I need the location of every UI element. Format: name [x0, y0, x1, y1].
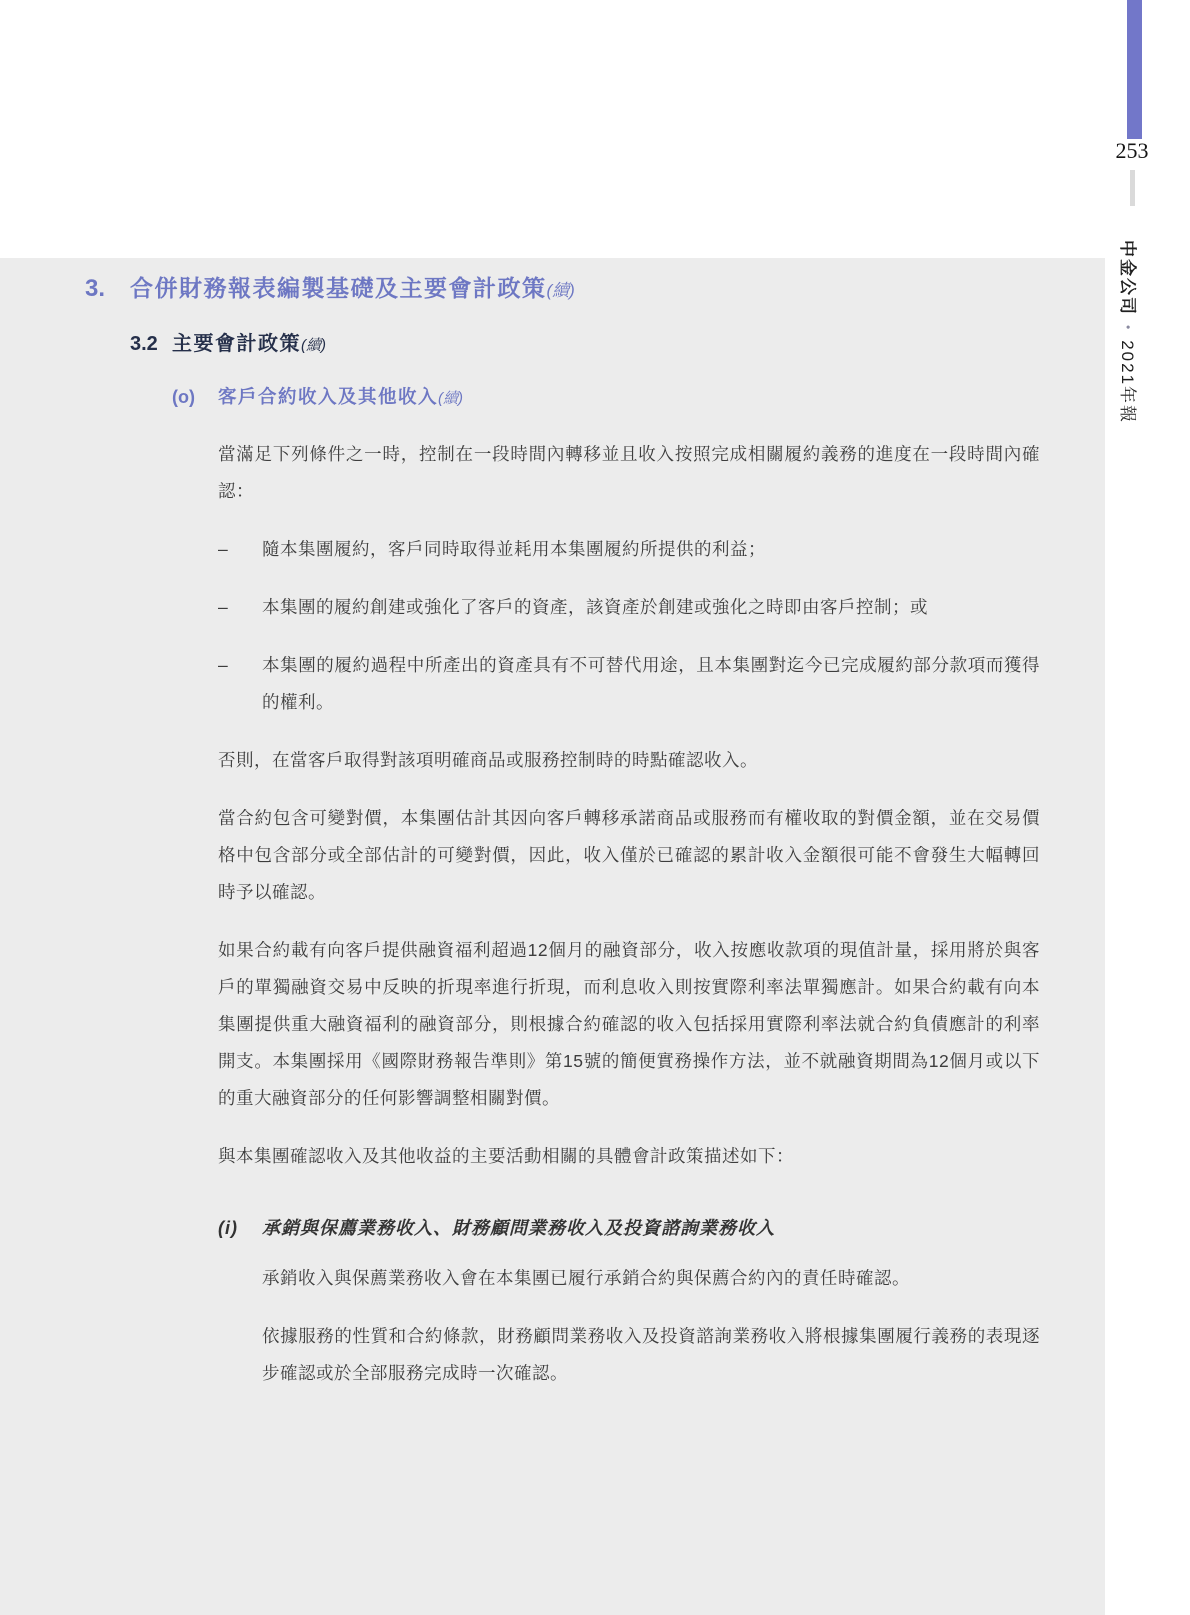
clause-continued-label: (續) [438, 390, 464, 407]
bullet-item [218, 589, 1040, 626]
report-year: 2021年報 [1118, 340, 1137, 425]
section-number: 3. [85, 275, 106, 302]
bullet-text: 本集團的履約過程中所產出的資產具有不可替代用途，且本集團對迄今已完成履約部分款項而獲得的權利。 [262, 655, 1040, 712]
bullet-dash: – [218, 597, 229, 617]
clause-title: 客戶合約收入及其他收入 [218, 386, 439, 407]
paragraph: 否則，在當客戶取得對該項明確商品或服務控制時的時點確認收入。 [218, 750, 758, 770]
clause-body [218, 436, 1040, 1392]
bullet-text: 本集團的履約創建或強化了客戶的資產，該資產於創建或強化之時即由客戶控制；或 [262, 597, 928, 617]
clause-heading [172, 384, 1105, 412]
paragraph: 與本集團確認收入及其他收益的主要活動相關的具體會計政策描述如下： [218, 1146, 794, 1166]
subsection-number: 3.2 [130, 333, 158, 355]
spine-accent-bar [1127, 0, 1142, 139]
bullet-text: 隨本集團履約，客戶同時取得並耗用本集團履約所提供的利益； [262, 539, 766, 559]
subsection-title: 主要會計政策 [172, 333, 301, 355]
section-heading [85, 272, 1105, 308]
content-panel [0, 258, 1105, 1615]
sub-item-title: 承銷與保薦業務收入、財務顧問業務收入及投資諮詢業務收入 [262, 1218, 775, 1238]
sub-item-paragraph: 依據服務的性質和合約條款，財務顧問業務收入及投資諮詢業務收入將根據集團履行義務的表現逐步確認或於全部服務完成時一次確認。 [262, 1326, 1040, 1383]
report-spine-caption [1117, 240, 1142, 424]
sub-item-heading [218, 1210, 1040, 1247]
clause-label: (o) [172, 387, 195, 407]
section-title: 合併財務報表編製基礎及主要會計政策 [130, 275, 547, 301]
sub-item-label: (i) [218, 1218, 238, 1238]
page-number-divider [1130, 170, 1135, 206]
subsection-continued-label: (續) [301, 337, 326, 354]
paragraph-intro: 當滿足下列條件之一時，控制在一段時間內轉移並且收入按照完成相關履約義務的進度在一段時間內確認： [218, 444, 1040, 501]
bullet-item [218, 647, 1040, 721]
bullet-item [218, 531, 1040, 568]
company-name: 中金公司 [1118, 240, 1137, 316]
bullet-dash: – [218, 539, 229, 559]
bullet-dash: – [218, 655, 229, 675]
paragraph: 當合約包含可變對價，本集團估計其因向客戶轉移承諾商品或服務而有權收取的對價金額，並在交易價格中包含部分或全部估計的可變對價，因此，收入僅於已確認的累計收入金額很可能不會發生大幅轉回時予以確認。 [218, 808, 1040, 902]
paragraph: 如果合約載有向客戶提供融資福利超過12個月的融資部分，收入按應收款項的現值計量，採用將於與客戶的單獨融資交易中反映的折現率進行折現，而利息收入則按實際利率法單獨應計。如果合約載有向本集團提供重大融資福利的融資部分，則根據合約確認的收入包括採用實際利率法就合約負債應計的利率開支。本集團採用《國際財務報告準則》第15號的簡便實務操作方法，並不就融資期間為12個月或以下的重大融資部分的任何影響調整相關對價。 [218, 940, 1040, 1108]
sub-item-paragraph: 承銷收入與保薦業務收入會在本集團已履行承銷合約與保薦合約內的責任時確認。 [262, 1268, 910, 1288]
subsection-heading [130, 330, 1105, 360]
section-continued-label: (續) [546, 281, 575, 300]
page-number: 253 [1115, 138, 1149, 163]
separator-dot-icon: • [1121, 325, 1135, 332]
